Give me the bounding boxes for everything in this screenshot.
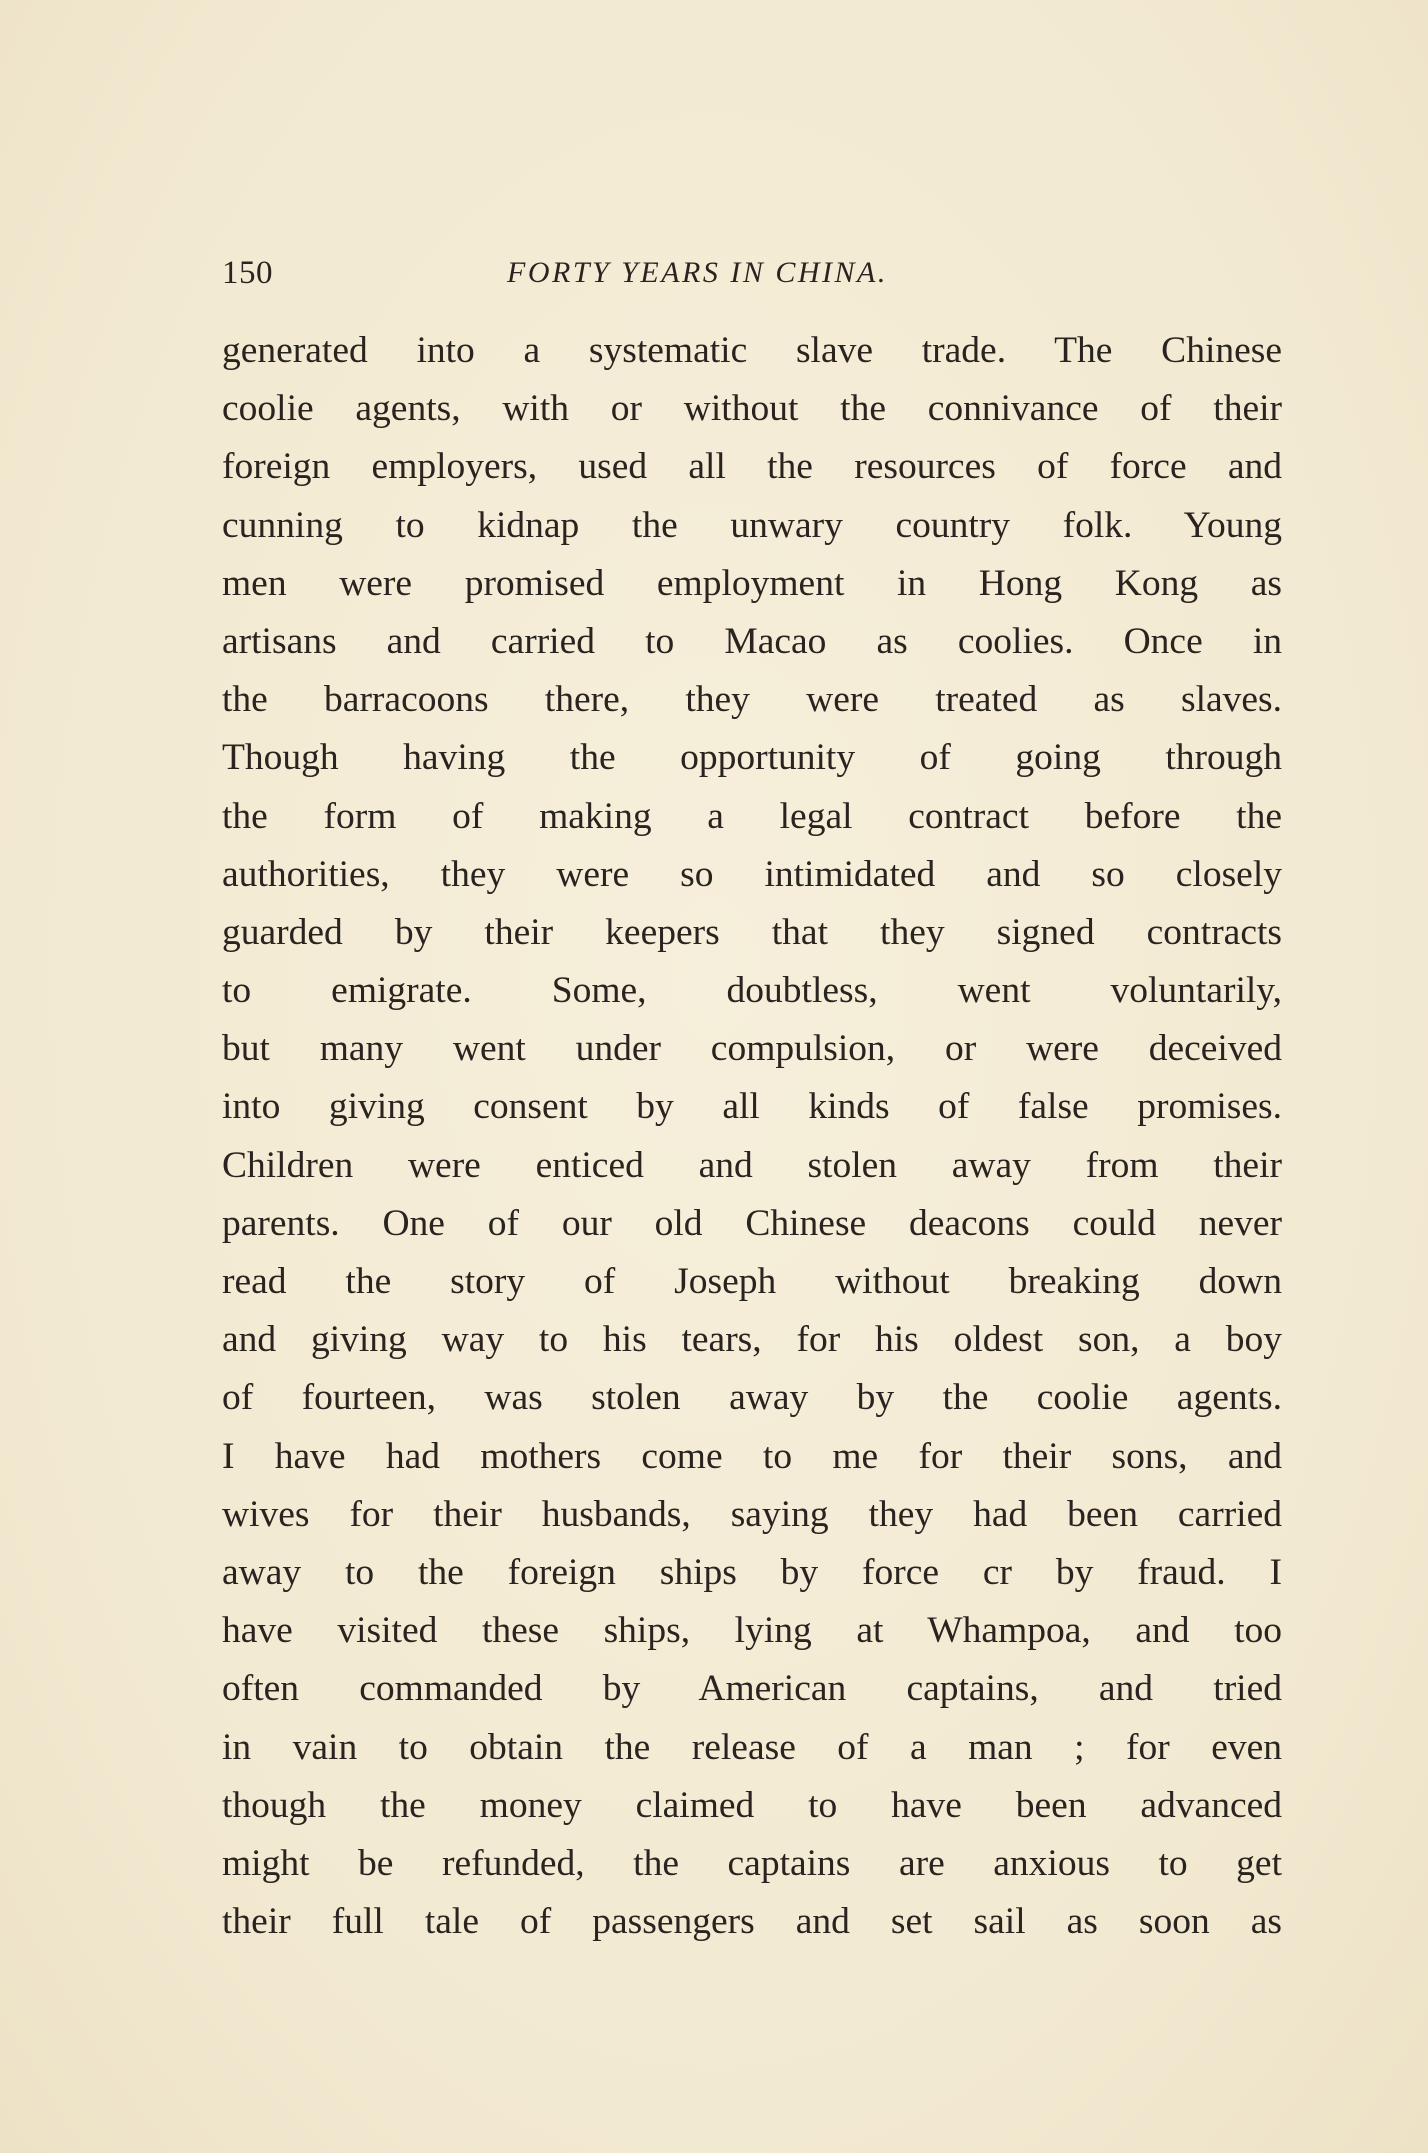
text-line: men were promised employment in Hong Kong as <box>222 562 1282 604</box>
running-head: FORTY YEARS IN CHINA. <box>507 256 888 289</box>
page-header <box>222 248 1282 298</box>
text-line: to emigrate. Some, doubtless, went voluntarily, <box>222 970 1282 1012</box>
body-text <box>222 322 1282 1951</box>
text-line: but many went under compulsion, or were deceived <box>222 1028 1282 1070</box>
text-line: authorities, they were so intimidated and so closely <box>222 853 1282 895</box>
text-line: artisans and carried to Macao as coolies. Once in <box>222 620 1282 662</box>
text-line: often commanded by American captains, and tried <box>222 1668 1282 1710</box>
text-line: parents. One of our old Chinese deacons could never <box>222 1202 1282 1244</box>
page-number: 150 <box>222 255 273 291</box>
text-line: cunning to kidnap the unwary country folk. Young <box>222 504 1282 546</box>
text-line: coolie agents, with or without the connivance of their <box>222 388 1282 430</box>
text-line: the form of making a legal contract before the <box>222 795 1282 837</box>
text-line: generated into a systematic slave trade. The Chinese <box>222 330 1282 371</box>
text-line: though the money claimed to have been advanced <box>222 1784 1282 1826</box>
text-line: wives for their husbands, saying they had been carried <box>222 1493 1282 1535</box>
text-line: of fourteen, was stolen away by the coolie agents. <box>222 1377 1282 1419</box>
text-line: foreign employers, used all the resources of force and <box>222 446 1282 488</box>
text-line: Though having the opportunity of going through <box>222 737 1282 779</box>
text-line: in vain to obtain the release of a man ; for even <box>222 1726 1282 1768</box>
text-line: the barracoons there, they were treated as slaves. <box>222 679 1282 721</box>
text-line: their full tale of passengers and set sail as soon as <box>222 1901 1282 1943</box>
text-line: I have had mothers come to me for their sons, and <box>222 1435 1282 1477</box>
text-line: guarded by their keepers that they signed contracts <box>222 911 1282 953</box>
text-line: Children were enticed and stolen away from their <box>222 1144 1282 1186</box>
text-line: and giving way to his tears, for his oldest son, a boy <box>222 1319 1282 1361</box>
text-line: into giving consent by all kinds of false promises. <box>222 1086 1282 1128</box>
text-line: read the story of Joseph without breaking down <box>222 1261 1282 1302</box>
text-line: might be refunded, the captains are anxious to get <box>222 1842 1282 1884</box>
text-line: have visited these ships, lying at Whampoa, and too <box>222 1610 1282 1652</box>
text-line: away to the foreign ships by force cr by fraud. I <box>222 1551 1282 1593</box>
